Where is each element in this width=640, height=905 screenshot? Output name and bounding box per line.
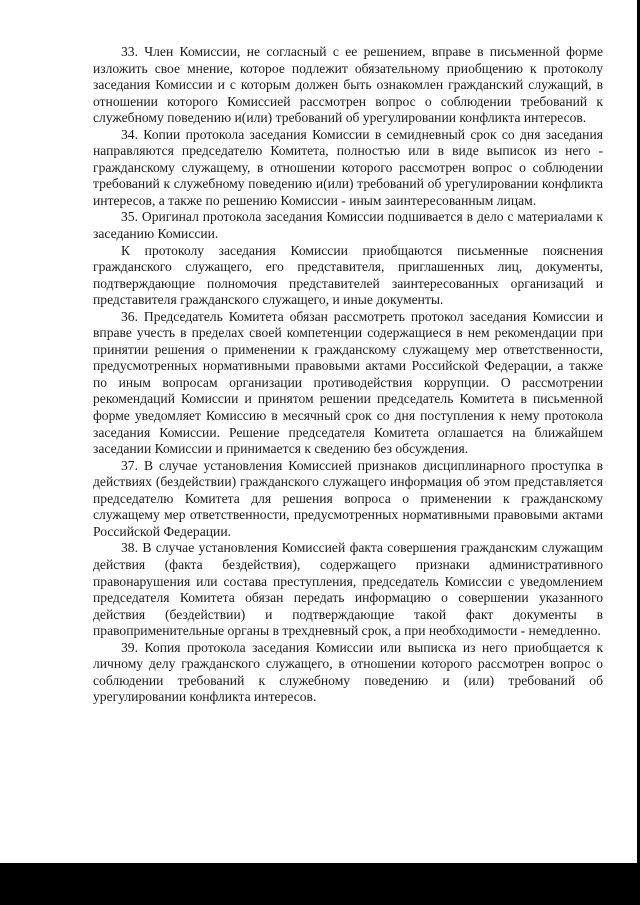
paragraph-33: 33. Член Комиссии, не согласный с ее решением, вправе в письменной форме изложить свое мнение, которое подлежит обязательному приобщению к протоколу заседания Комиссии и с которым должен быть ознакомлен гражданский служащий, в отношении которого Комиссией рассмотрен вопрос о соблюдении требований к служебному поведению и(или) требований об урегулировании конфликта интересов.: [93, 44, 603, 126]
paragraph-35: 35. Оригинал протокола заседания Комиссии подшивается в дело с материалами к заседанию Комиссии.: [93, 209, 603, 242]
scan-edge-bottom: [0, 863, 640, 905]
paragraph-36: 36. Председатель Комитета обязан рассмотреть протокол заседания Комиссии и вправе учесть в пределах своей компетенции содержащиеся в нем рекомендации при принятии решения о применении к гражданскому служащему мер ответственности, предусмотренных нормативными правовыми актами Российской Федерации, а также по иным вопросам организации противодействия коррупции. О рассмотрении рекомендаций Комиссии и принятом решении председатель Комитета в письменной форме уведомляет Комиссию в месячный срок со дня поступления к нему протокола заседания Комиссии. Решение председателя Комитета оглашается на ближайшем заседании Комиссии и принимается к сведению без обсуждения.: [93, 308, 603, 457]
document-body: [93, 44, 603, 706]
paragraph-34: 34. Копии протокола заседания Комиссии в семидневный срок со дня заседания направляются председателю Комитета, полностью или в виде выписок из него - гражданскому служащему, в отношении которого рассмотрен вопрос о соблюдении требований к служебному поведению и(или) требований об урегулировании конфликта интересов, а также по решению Комиссии - иным заинтересованным лицам.: [93, 126, 603, 208]
paragraph-39: 39. Копия протокола заседания Комиссии или выписка из него приобщается к личному делу гражданского служащего, в отношении которого рассмотрен вопрос о соблюдении требований к служебному поведению и (или) требований об урегулировании конфликта интересов.: [93, 639, 603, 705]
paragraph-35-attachments: К протоколу заседания Комиссии приобщаются письменные пояснения гражданского служащего, его представителя, приглашенных лиц, документы, подтверждающие полномочия представителей заинтересованных организаций и представителя гражданского служащего, и иные документы.: [93, 242, 603, 308]
paragraph-37: 37. В случае установления Комиссией признаков дисциплинарного проступка в действиях (бездействии) гражданского служащего информация об этом представляется председателю Комитета для решения вопроса о применении к гражданскому служащему мер ответственности, предусмотренных нормативными правовыми актами Российской Федерации.: [93, 457, 603, 539]
paragraph-38: 38. В случае установления Комиссией факта совершения гражданским служащим действия (факта бездействия), содержащего признаки административного правонарушения или состава преступления, председатель Комиссии с уведомлением председателя Комитета обязан передать информацию о совершении указанного действия (бездействии) и подтверждающие такой факт документы в правоприменительные органы в трехдневный срок, а при необходимости - немедленно.: [93, 540, 603, 639]
